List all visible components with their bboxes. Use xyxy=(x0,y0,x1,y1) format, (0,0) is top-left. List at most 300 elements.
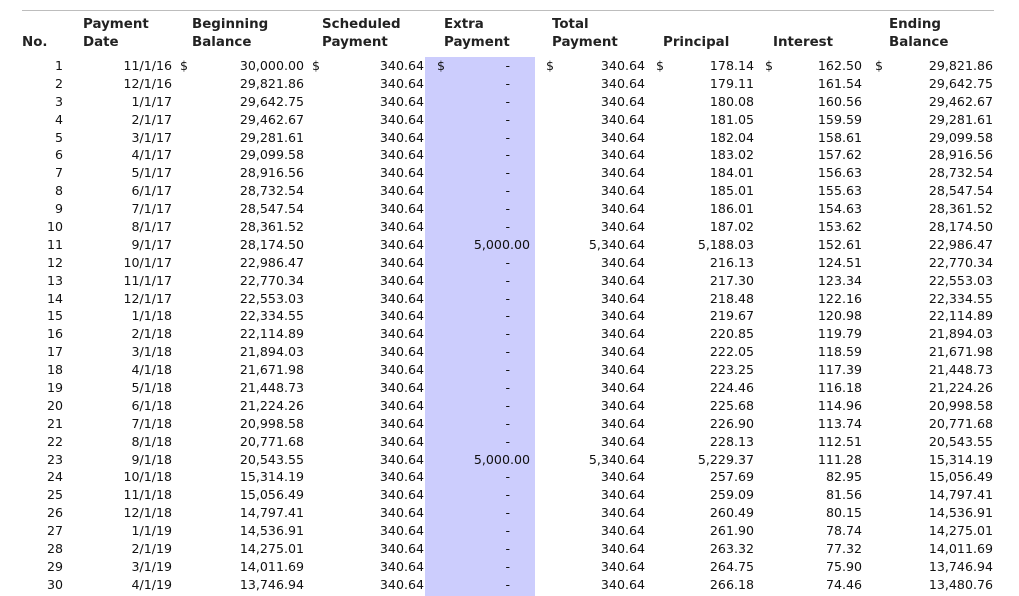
currency-symbol: $ xyxy=(437,58,446,73)
cell-int: 75.90 xyxy=(825,558,862,574)
cell-no: 19 xyxy=(46,380,63,396)
cell-no: 9 xyxy=(54,201,63,217)
cell-sched: 340.64 xyxy=(379,236,424,252)
cell-total: 340.64 xyxy=(600,129,645,145)
cell-prin: 179.11 xyxy=(709,75,754,91)
cell-no: 10 xyxy=(46,219,63,235)
header-extra-payment-line2: Payment xyxy=(444,35,510,50)
cell-extra: - xyxy=(505,362,510,378)
table-row xyxy=(0,486,1019,504)
header-ending-balance-line2: Balance xyxy=(889,35,949,50)
table-row xyxy=(0,504,1019,522)
currency-symbol: $ xyxy=(312,58,321,73)
cell-extra: - xyxy=(505,75,510,91)
cell-sched: 340.64 xyxy=(379,183,424,199)
cell-extra: - xyxy=(505,111,510,127)
cell-total: 340.64 xyxy=(600,344,645,360)
cell-date: 6/1/17 xyxy=(131,183,172,199)
cell-prin: 183.02 xyxy=(709,147,754,163)
cell-total: 340.64 xyxy=(600,111,645,127)
cell-total: 340.64 xyxy=(600,308,645,324)
cell-no: 20 xyxy=(46,397,63,413)
cell-date: 9/1/17 xyxy=(131,236,172,252)
cell-beg: 28,547.54 xyxy=(239,201,304,217)
cell-no: 27 xyxy=(46,523,63,539)
cell-sched: 340.64 xyxy=(379,129,424,145)
table-row xyxy=(0,111,1019,129)
cell-total: 5,340.64 xyxy=(588,236,645,252)
cell-extra: 5,000.00 xyxy=(473,236,530,252)
header-ending-balance-line1: Ending xyxy=(889,17,941,32)
cell-date: 12/1/18 xyxy=(123,505,172,521)
cell-date: 2/1/18 xyxy=(131,326,172,342)
cell-beg: 20,543.55 xyxy=(239,451,304,467)
cell-end: 20,771.68 xyxy=(928,415,993,431)
cell-no: 7 xyxy=(54,165,63,181)
cell-beg: 22,553.03 xyxy=(239,290,304,306)
cell-no: 4 xyxy=(54,111,63,127)
table-body xyxy=(0,57,1019,594)
cell-no: 1 xyxy=(54,58,63,73)
header-no xyxy=(22,34,48,52)
cell-int: 80.15 xyxy=(825,505,862,521)
cell-extra: - xyxy=(505,415,510,431)
cell-date: 1/1/18 xyxy=(131,308,172,324)
cell-int: 119.79 xyxy=(817,326,862,342)
cell-no: 14 xyxy=(46,290,63,306)
cell-sched: 340.64 xyxy=(379,147,424,163)
cell-beg: 13,746.94 xyxy=(239,576,304,592)
cell-beg: 22,114.89 xyxy=(239,326,304,342)
cell-beg: 20,771.68 xyxy=(239,433,304,449)
cell-date: 5/1/17 xyxy=(131,165,172,181)
cell-date: 8/1/17 xyxy=(131,219,172,235)
cell-end: 14,536.91 xyxy=(928,505,993,521)
cell-prin: 5,229.37 xyxy=(697,451,754,467)
cell-extra: - xyxy=(505,487,510,503)
cell-end: 14,275.01 xyxy=(928,523,993,539)
cell-no: 23 xyxy=(46,451,63,467)
table-row xyxy=(0,93,1019,111)
cell-extra: - xyxy=(505,326,510,342)
table-row xyxy=(0,343,1019,361)
cell-beg: 28,916.56 xyxy=(239,165,304,181)
cell-end: 20,998.58 xyxy=(928,397,993,413)
cell-sched: 340.64 xyxy=(379,397,424,413)
cell-sched: 340.64 xyxy=(379,219,424,235)
cell-int: 124.51 xyxy=(817,254,862,270)
cell-sched: 340.64 xyxy=(379,451,424,467)
cell-total: 340.64 xyxy=(600,362,645,378)
cell-end: 29,821.86 xyxy=(928,58,993,73)
header-payment-date-line1: Payment xyxy=(83,17,149,32)
cell-sched: 340.64 xyxy=(379,75,424,91)
cell-int: 117.39 xyxy=(817,362,862,378)
header-extra-payment xyxy=(444,16,510,52)
table-row xyxy=(0,272,1019,290)
cell-end: 14,797.41 xyxy=(928,487,993,503)
cell-date: 12/1/17 xyxy=(123,290,172,306)
cell-sched: 340.64 xyxy=(379,272,424,288)
cell-sched: 340.64 xyxy=(379,165,424,181)
cell-prin: 223.25 xyxy=(709,362,754,378)
cell-no: 3 xyxy=(54,93,63,109)
cell-int: 81.56 xyxy=(825,487,862,503)
header-interest xyxy=(773,34,833,52)
header-principal xyxy=(663,34,729,52)
cell-no: 13 xyxy=(46,272,63,288)
table-row xyxy=(0,379,1019,397)
header-total-payment-line2: Payment xyxy=(552,35,618,50)
table-row xyxy=(0,558,1019,576)
cell-sched: 340.64 xyxy=(379,344,424,360)
cell-total: 340.64 xyxy=(600,183,645,199)
cell-end: 21,448.73 xyxy=(928,362,993,378)
top-border xyxy=(22,10,994,11)
cell-total: 340.64 xyxy=(600,93,645,109)
cell-date: 1/1/19 xyxy=(131,523,172,539)
cell-end: 20,543.55 xyxy=(928,433,993,449)
cell-end: 21,224.26 xyxy=(928,380,993,396)
cell-beg: 28,174.50 xyxy=(239,236,304,252)
cell-no: 28 xyxy=(46,541,63,557)
cell-date: 12/1/16 xyxy=(123,75,172,91)
cell-beg: 21,224.26 xyxy=(239,397,304,413)
cell-total: 340.64 xyxy=(600,75,645,91)
cell-prin: 264.75 xyxy=(709,558,754,574)
header-scheduled-payment-line2: Payment xyxy=(322,35,388,50)
cell-extra: 5,000.00 xyxy=(473,451,530,467)
cell-beg: 28,732.54 xyxy=(239,183,304,199)
cell-total: 340.64 xyxy=(600,165,645,181)
cell-end: 22,553.03 xyxy=(928,272,993,288)
table-row xyxy=(0,236,1019,254)
cell-beg: 21,894.03 xyxy=(239,344,304,360)
cell-total: 340.64 xyxy=(600,326,645,342)
header-total-payment-line1: Total xyxy=(552,17,589,32)
currency-symbol: $ xyxy=(875,58,884,73)
cell-int: 162.50 xyxy=(817,58,862,73)
table-row xyxy=(0,75,1019,93)
cell-date: 4/1/19 xyxy=(131,576,172,592)
cell-prin: 187.02 xyxy=(709,219,754,235)
cell-prin: 266.18 xyxy=(709,576,754,592)
cell-no: 8 xyxy=(54,183,63,199)
cell-int: 113.74 xyxy=(817,415,862,431)
table-row xyxy=(0,451,1019,469)
cell-int: 112.51 xyxy=(817,433,862,449)
cell-extra: - xyxy=(505,576,510,592)
cell-sched: 340.64 xyxy=(379,469,424,485)
cell-no: 6 xyxy=(54,147,63,163)
cell-extra: - xyxy=(505,380,510,396)
cell-no: 22 xyxy=(46,433,63,449)
cell-date: 10/1/17 xyxy=(123,254,172,270)
cell-beg: 14,275.01 xyxy=(239,541,304,557)
cell-total: 340.64 xyxy=(600,380,645,396)
table-row xyxy=(0,200,1019,218)
cell-no: 16 xyxy=(46,326,63,342)
cell-extra: - xyxy=(505,505,510,521)
cell-prin: 178.14 xyxy=(709,58,754,73)
cell-int: 77.32 xyxy=(825,541,862,557)
cell-int: 78.74 xyxy=(825,523,862,539)
cell-extra: - xyxy=(505,58,510,73)
cell-prin: 263.32 xyxy=(709,541,754,557)
cell-total: 340.64 xyxy=(600,58,645,73)
cell-total: 340.64 xyxy=(600,576,645,592)
cell-end: 21,671.98 xyxy=(928,344,993,360)
cell-total: 340.64 xyxy=(600,147,645,163)
cell-beg: 29,281.61 xyxy=(239,129,304,145)
cell-beg: 29,642.75 xyxy=(239,93,304,109)
cell-end: 28,732.54 xyxy=(928,165,993,181)
cell-no: 21 xyxy=(46,415,63,431)
cell-prin: 216.13 xyxy=(709,254,754,270)
cell-date: 7/1/17 xyxy=(131,201,172,217)
cell-int: 157.62 xyxy=(817,147,862,163)
cell-total: 340.64 xyxy=(600,487,645,503)
cell-sched: 340.64 xyxy=(379,487,424,503)
cell-date: 3/1/17 xyxy=(131,129,172,145)
cell-int: 120.98 xyxy=(817,308,862,324)
cell-end: 22,986.47 xyxy=(928,236,993,252)
cell-prin: 181.05 xyxy=(709,111,754,127)
cell-prin: 226.90 xyxy=(709,415,754,431)
cell-end: 29,462.67 xyxy=(928,93,993,109)
cell-beg: 14,011.69 xyxy=(239,558,304,574)
cell-total: 340.64 xyxy=(600,523,645,539)
cell-beg: 29,821.86 xyxy=(239,75,304,91)
cell-end: 22,770.34 xyxy=(928,254,993,270)
cell-extra: - xyxy=(505,272,510,288)
cell-beg: 22,986.47 xyxy=(239,254,304,270)
cell-end: 28,916.56 xyxy=(928,147,993,163)
cell-date: 4/1/18 xyxy=(131,362,172,378)
cell-date: 11/1/16 xyxy=(123,58,172,73)
table-row xyxy=(0,415,1019,433)
header-beginning-balance-line2: Balance xyxy=(192,35,252,50)
cell-extra: - xyxy=(505,308,510,324)
cell-sched: 340.64 xyxy=(379,201,424,217)
cell-prin: 186.01 xyxy=(709,201,754,217)
cell-prin: 185.01 xyxy=(709,183,754,199)
cell-date: 10/1/18 xyxy=(123,469,172,485)
cell-beg: 30,000.00 xyxy=(239,58,304,73)
cell-total: 340.64 xyxy=(600,469,645,485)
cell-prin: 224.46 xyxy=(709,380,754,396)
cell-sched: 340.64 xyxy=(379,523,424,539)
cell-end: 29,642.75 xyxy=(928,75,993,91)
cell-int: 160.56 xyxy=(817,93,862,109)
cell-end: 22,114.89 xyxy=(928,308,993,324)
cell-extra: - xyxy=(505,93,510,109)
cell-prin: 219.67 xyxy=(709,308,754,324)
header-scheduled-payment-line1: Scheduled xyxy=(322,17,401,32)
cell-int: 111.28 xyxy=(817,451,862,467)
cell-no: 30 xyxy=(46,576,63,592)
cell-prin: 220.85 xyxy=(709,326,754,342)
cell-extra: - xyxy=(505,129,510,145)
cell-extra: - xyxy=(505,147,510,163)
cell-total: 340.64 xyxy=(600,505,645,521)
cell-beg: 29,099.58 xyxy=(239,147,304,163)
cell-total: 340.64 xyxy=(600,290,645,306)
table-row xyxy=(0,182,1019,200)
cell-beg: 22,770.34 xyxy=(239,272,304,288)
cell-extra: - xyxy=(505,344,510,360)
cell-end: 15,314.19 xyxy=(928,451,993,467)
cell-date: 4/1/17 xyxy=(131,147,172,163)
header-extra-payment-line1: Extra xyxy=(444,17,484,32)
cell-end: 28,547.54 xyxy=(928,183,993,199)
cell-sched: 340.64 xyxy=(379,326,424,342)
cell-no: 5 xyxy=(54,129,63,145)
cell-sched: 340.64 xyxy=(379,380,424,396)
cell-end: 29,281.61 xyxy=(928,111,993,127)
cell-date: 7/1/18 xyxy=(131,415,172,431)
cell-prin: 257.69 xyxy=(709,469,754,485)
table-header xyxy=(0,16,1019,56)
cell-no: 18 xyxy=(46,362,63,378)
cell-prin: 259.09 xyxy=(709,487,754,503)
cell-sched: 340.64 xyxy=(379,254,424,270)
cell-int: 153.62 xyxy=(817,219,862,235)
cell-extra: - xyxy=(505,397,510,413)
cell-total: 340.64 xyxy=(600,219,645,235)
cell-prin: 5,188.03 xyxy=(697,236,754,252)
cell-total: 340.64 xyxy=(600,433,645,449)
cell-extra: - xyxy=(505,469,510,485)
cell-extra: - xyxy=(505,254,510,270)
cell-total: 340.64 xyxy=(600,541,645,557)
header-beginning-balance xyxy=(192,16,268,52)
cell-total: 340.64 xyxy=(600,254,645,270)
cell-prin: 180.08 xyxy=(709,93,754,109)
table-row xyxy=(0,576,1019,594)
cell-prin: 225.68 xyxy=(709,397,754,413)
cell-total: 340.64 xyxy=(600,415,645,431)
cell-sched: 340.64 xyxy=(379,558,424,574)
cell-end: 29,099.58 xyxy=(928,129,993,145)
cell-date: 5/1/18 xyxy=(131,380,172,396)
cell-int: 158.61 xyxy=(817,129,862,145)
table-row xyxy=(0,468,1019,486)
currency-symbol: $ xyxy=(546,58,555,73)
cell-prin: 217.30 xyxy=(709,272,754,288)
cell-date: 2/1/19 xyxy=(131,541,172,557)
currency-symbol: $ xyxy=(656,58,665,73)
cell-date: 3/1/18 xyxy=(131,344,172,360)
cell-beg: 14,536.91 xyxy=(239,523,304,539)
cell-no: 11 xyxy=(46,236,63,252)
table-row xyxy=(0,290,1019,308)
cell-sched: 340.64 xyxy=(379,111,424,127)
table-row xyxy=(0,57,1019,75)
cell-extra: - xyxy=(505,558,510,574)
cell-extra: - xyxy=(505,219,510,235)
cell-beg: 29,462.67 xyxy=(239,111,304,127)
cell-beg: 21,448.73 xyxy=(239,380,304,396)
cell-extra: - xyxy=(505,165,510,181)
cell-no: 15 xyxy=(46,308,63,324)
cell-beg: 20,998.58 xyxy=(239,415,304,431)
header-payment-date-line2: Date xyxy=(83,35,119,50)
cell-prin: 228.13 xyxy=(709,433,754,449)
cell-sched: 340.64 xyxy=(379,93,424,109)
currency-symbol: $ xyxy=(180,58,189,73)
cell-int: 159.59 xyxy=(817,111,862,127)
cell-no: 17 xyxy=(46,344,63,360)
table-row xyxy=(0,164,1019,182)
cell-total: 340.64 xyxy=(600,397,645,413)
cell-prin: 261.90 xyxy=(709,523,754,539)
cell-total: 340.64 xyxy=(600,558,645,574)
cell-end: 14,011.69 xyxy=(928,541,993,557)
table-row xyxy=(0,325,1019,343)
table-row xyxy=(0,433,1019,451)
header-payment-date xyxy=(83,16,149,52)
cell-date: 8/1/18 xyxy=(131,433,172,449)
cell-date: 11/1/18 xyxy=(123,487,172,503)
cell-sched: 340.64 xyxy=(379,58,424,73)
cell-extra: - xyxy=(505,433,510,449)
cell-beg: 21,671.98 xyxy=(239,362,304,378)
cell-beg: 15,056.49 xyxy=(239,487,304,503)
table-row xyxy=(0,307,1019,325)
cell-int: 122.16 xyxy=(817,290,862,306)
cell-int: 74.46 xyxy=(825,576,862,592)
cell-no: 25 xyxy=(46,487,63,503)
table-row xyxy=(0,254,1019,272)
table-row xyxy=(0,218,1019,236)
cell-prin: 222.05 xyxy=(709,344,754,360)
cell-end: 15,056.49 xyxy=(928,469,993,485)
cell-end: 28,174.50 xyxy=(928,219,993,235)
cell-no: 24 xyxy=(46,469,63,485)
cell-extra: - xyxy=(505,523,510,539)
header-beginning-balance-line1: Beginning xyxy=(192,17,269,32)
cell-date: 9/1/18 xyxy=(131,451,172,467)
cell-extra: - xyxy=(505,183,510,199)
cell-sched: 340.64 xyxy=(379,505,424,521)
header-ending-balance xyxy=(889,16,948,52)
table-row xyxy=(0,129,1019,147)
cell-date: 2/1/17 xyxy=(131,111,172,127)
cell-total: 5,340.64 xyxy=(588,451,645,467)
cell-end: 13,746.94 xyxy=(928,558,993,574)
cell-no: 26 xyxy=(46,505,63,521)
header-no-line1: No. xyxy=(22,35,48,50)
cell-end: 28,361.52 xyxy=(928,201,993,217)
cell-prin: 218.48 xyxy=(709,290,754,306)
cell-extra: - xyxy=(505,290,510,306)
cell-extra: - xyxy=(505,541,510,557)
cell-prin: 260.49 xyxy=(709,505,754,521)
cell-sched: 340.64 xyxy=(379,433,424,449)
header-total-payment xyxy=(552,16,618,52)
table-row xyxy=(0,540,1019,558)
cell-int: 123.34 xyxy=(817,272,862,288)
table-row xyxy=(0,146,1019,164)
cell-no: 12 xyxy=(46,254,63,270)
cell-date: 6/1/18 xyxy=(131,397,172,413)
table-row xyxy=(0,361,1019,379)
cell-beg: 15,314.19 xyxy=(239,469,304,485)
cell-prin: 182.04 xyxy=(709,129,754,145)
cell-extra: - xyxy=(505,201,510,217)
table-row xyxy=(0,522,1019,540)
